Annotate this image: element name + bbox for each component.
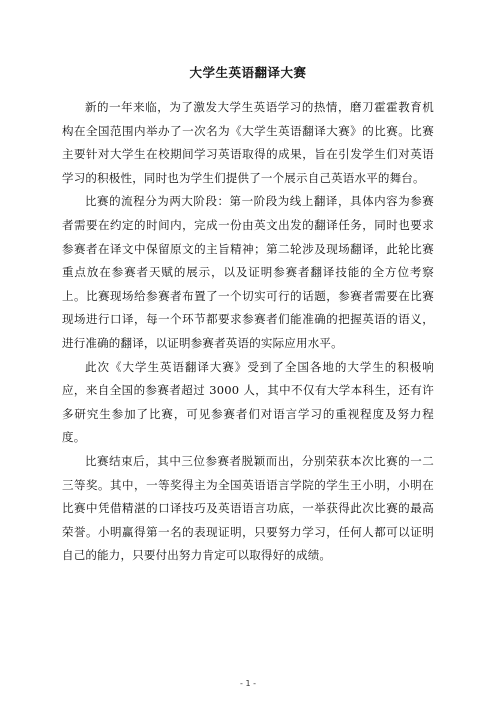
document-title: 大学生英语翻译大赛: [189, 65, 307, 80]
paragraph-process: 比赛的流程分为两大阶段：第一阶段为线上翻译，具体内容为参赛者需要在约定的时间内，完成一份由英文出发的翻译任务，同时也要求参赛者在译文中保留原文的主旨精神；第二轮涉及现场翻译，此轮比赛重点放在参赛者天赋的展示，以及证明参赛者翻译技能的全方位考察上。比赛现场给参赛者布置了一个切实可行的话题，参赛者需要在比赛现场进行口译，每一个环节都要求参赛者们能准确的把握英语的语义，进行准确的翻译，以证明参赛者英语的实际应用水平。: [62, 194, 434, 350]
page-number: - 1 -: [240, 679, 256, 688]
paragraph-intro: 新的一年来临，为了激发大学生英语学习的热情，磨刀霍霍教育机构在全国范围内举办了一次名为《大学生英语翻译大赛》的比赛。比赛主要针对大学生在校期间学习英语取得的成果，旨在引发学生们对英语学习的积极性，同时也为学生们提供了一个展示自己英语水平的舞台。: [62, 100, 434, 185]
paragraph-participation: 此次《大学生英语翻译大赛》受到了全国各地的大学生的积极响应，来自全国的参赛者超过 3000 人，其中不仅有大学本科生，还有许多研究生参加了比赛，可见参赛者们对语言学习的重视程度及努力程度。: [62, 359, 434, 445]
document-body: [62, 96, 434, 568]
paragraph-results: 比赛结束后，其中三位参赛者脱颖而出，分别荣获本次比赛的一二三等奖。其中，一等奖得主为全国英语语言学院的学生王小明，小明在比赛中凭借精湛的口译技巧及英语语言功底，一举获得此次比赛的最高荣誉。小明赢得第一名的表现证明，只要努力学习，任何人都可以证明自己的能力，只要付出努力肯定可以取得好的成绩。: [62, 453, 434, 563]
